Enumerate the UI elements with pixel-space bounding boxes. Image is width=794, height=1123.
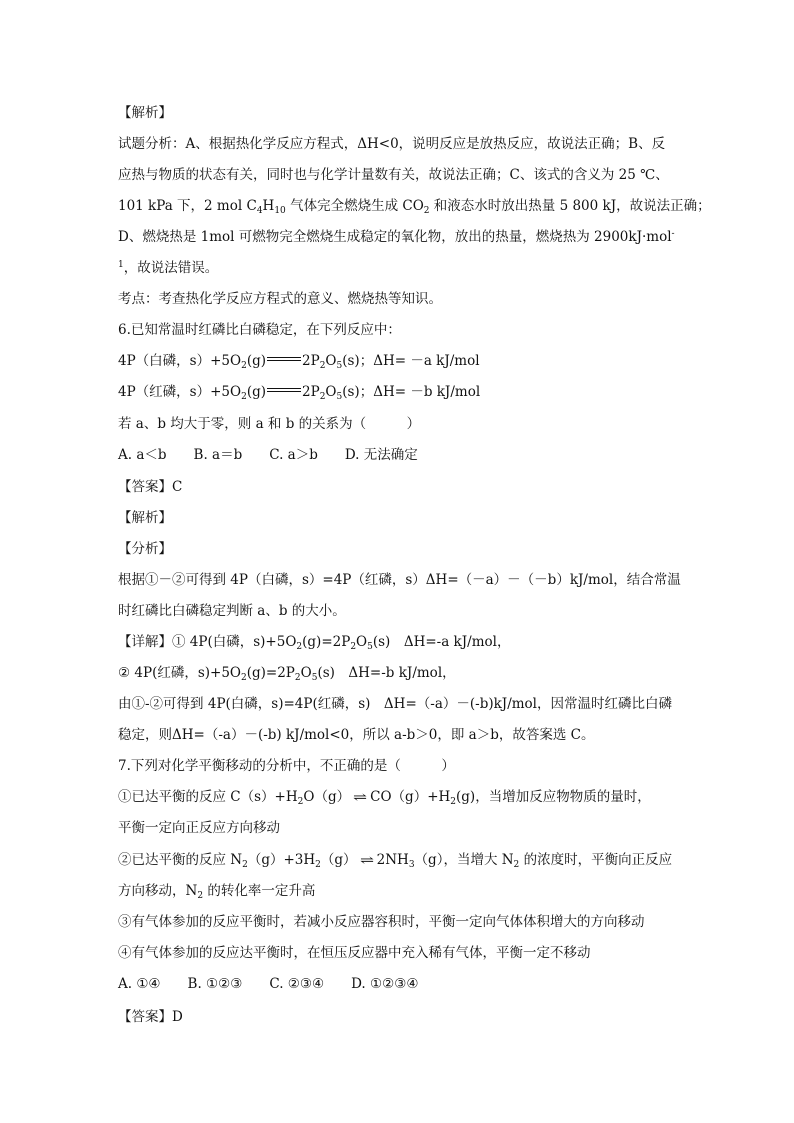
question-7-options: A. ①④ B. ①②③ C. ②③④ D. ①②③④ bbox=[118, 976, 419, 992]
equation-red-phosphorus: 4P（红磷，$s)+5O_2(g)$ $2P_2O_5(s)$；ΔH= －b kJ/mol bbox=[118, 384, 481, 402]
question-7-item-2-cont: 方向移动，$N_2$ 的转化率一定升高 bbox=[118, 883, 316, 901]
question-7-item-1-cont: 平衡一定向正反应方向移动 bbox=[118, 820, 280, 836]
xiangjie-line-1: 【详解】① 4P(白磷，$s)+5O_2(g)=2P_2O_5(s)$ ΔH=-a kJ/mol， bbox=[118, 634, 511, 652]
analysis-line-3: 101 kPa 下，2 mol $C_4H_{10}$ 气体完全燃烧生成 $CO_2$ 和液态水时放出热量 5 800 kJ，故说法正确； bbox=[118, 198, 711, 216]
question-7-item-3: ③有气体参加的反应平衡时，若减小反应器容积时，平衡一定向气体体积增大的方向移动 bbox=[118, 914, 645, 930]
question-6-condition: 若 a、b 均大于零，则 a 和 b 的关系为（ ） bbox=[118, 416, 421, 432]
question-7-item-1: ①已达平衡的反应 $C(s)+H_2O(g)$ ⇌ $CO(g)+H_2(g)$，当增加反应物物质的量时， bbox=[118, 789, 651, 807]
question-7-stem: 7.下列对化学平衡移动的分析中，不正确的是（ ） bbox=[118, 758, 455, 774]
analysis-line-5: $^1$，故说法错误。 bbox=[118, 260, 219, 276]
equilibrium-arrow-icon: ⇌ bbox=[353, 790, 368, 804]
analysis-line-4: D、燃烧热是 1mol 可燃物完全燃烧生成稳定的氧化物，放出的热量，燃烧热为 2900kJ·mol- bbox=[118, 229, 675, 245]
analysis-line-2: 应热与物质的状态有关，同时也与化学计量数有关，故说法正确；C、该式的含义为 25 ℃、 bbox=[118, 167, 669, 183]
xiangjie-line-3: 由①-②可得到 4P(白磷，s)=4P(红磷，s) ΔH=（-a）－(-b)kJ/mol，因常温时红磷比白磷 bbox=[118, 696, 673, 712]
fenxi-line-1: 根据①－②可得到 4P（白磷，s）=4P（红磷，s）ΔH=（－a）－（－b）kJ/mol，结合常温 bbox=[118, 572, 681, 588]
fenxi-line-2: 时红磷比白磷稳定判断 a、b 的大小。 bbox=[118, 603, 346, 619]
question-7-answer: 【答案】D bbox=[118, 1009, 183, 1025]
equals-sign-icon bbox=[267, 388, 301, 392]
xiangjie-line-4: 稳定，则ΔH=（-a）－(-b) kJ/mol<0，所以 a-b＞0，即 a＞b，故答案选 C。 bbox=[118, 727, 595, 743]
analysis-line-1: 试题分析：A、根据热化学反应方程式，ΔH<0，说明反应是放热反应，故说法正确；B、反 bbox=[118, 136, 666, 152]
section-heading-jiexi: 【解析】 bbox=[118, 105, 172, 121]
equation-white-phosphorus: 4P（白磷，$s)+5O_2(g)$ $2P_2O_5(s)$；ΔH= －a kJ/mol bbox=[118, 353, 480, 371]
xiangjie-line-2: ② 4P(红磷，$s)+5O_2(g)=2P_2O_5(s)$ ΔH=-b kJ/mol， bbox=[118, 665, 456, 683]
question-6-jiexi-heading: 【解析】 bbox=[118, 510, 172, 526]
question-6-options: A. a＜b B. a＝b C. a＞b D. 无法确定 bbox=[118, 447, 418, 463]
equals-sign-icon bbox=[267, 357, 301, 361]
question-6-stem: 6.已知常温时红磷比白磷稳定，在下列反应中： bbox=[118, 322, 401, 338]
equilibrium-arrow-icon: ⇌ bbox=[359, 853, 374, 867]
question-7-item-2: ②已达平衡的反应 $N_2(g)+3H_2(g)$ ⇌ $2NH_3(g)$，当增大 $N_2$ 的浓度时，平衡向正反应 bbox=[118, 852, 673, 870]
question-6-answer: 【答案】C bbox=[118, 479, 183, 495]
question-6-fenxi-heading: 【分析】 bbox=[118, 541, 172, 557]
question-7-item-4: ④有气体参加的反应达平衡时，在恒压反应器中充入稀有气体，平衡一定不移动 bbox=[118, 945, 591, 961]
kaodian-line: 考点：考查热化学反应方程式的意义、燃烧热等知识。 bbox=[118, 291, 442, 307]
